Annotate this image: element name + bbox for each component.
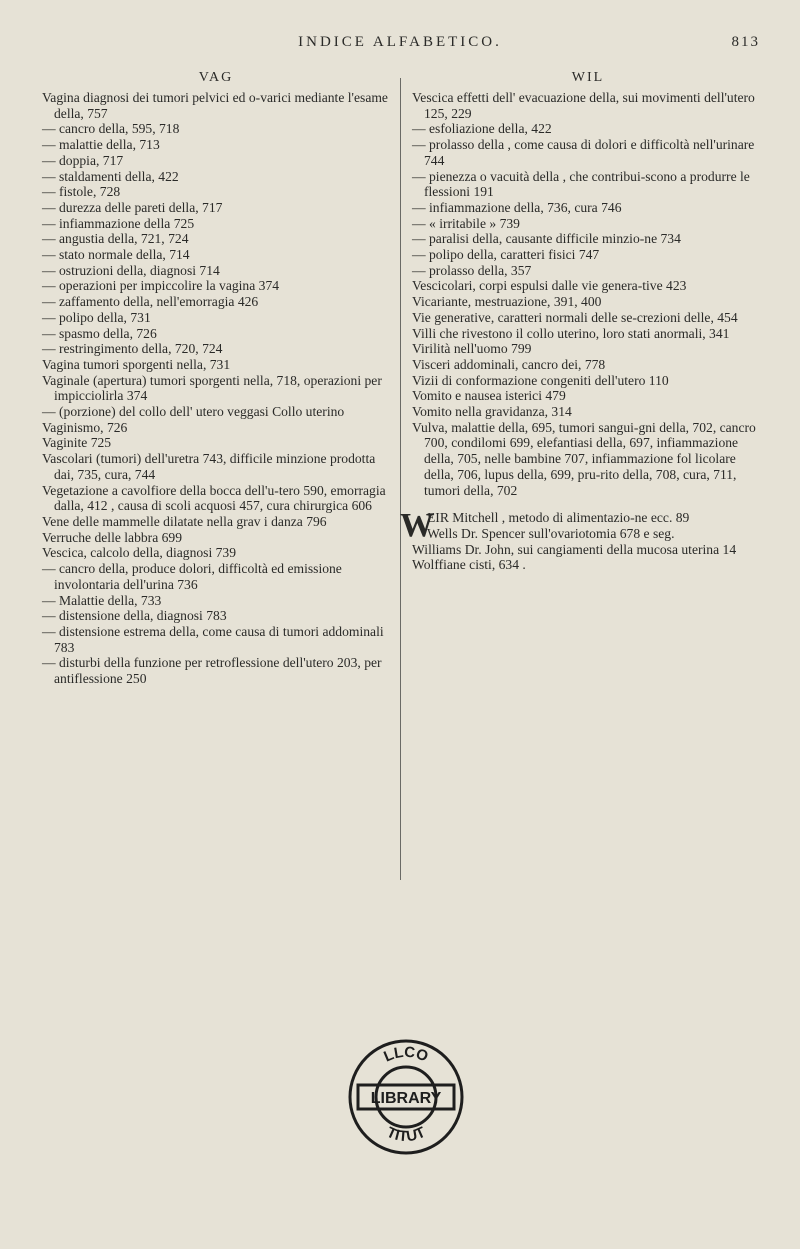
- left-entries: [42, 90, 390, 687]
- page-number: 813: [731, 34, 760, 50]
- right-column: [400, 70, 764, 573]
- index-entry: Visceri addominali, cancro dei, 778: [412, 356, 606, 372]
- index-entry: — distensione estrema della, come causa di tumori addominali 783: [42, 623, 384, 655]
- w-first-entry: EIR Mitchell , metodo di alimentazio-ne ecc. 89: [427, 510, 690, 526]
- index-entry: — angustia della, 721, 724: [42, 231, 189, 247]
- index-entry: Villi che rivestono il collo uterino, loro stati anormali, 341: [412, 325, 730, 341]
- index-entry: — esfoliazione della, 422: [412, 121, 552, 137]
- index-entry: Verruche delle labbra 699: [42, 529, 183, 545]
- right-entries: [412, 90, 764, 498]
- index-entry: — polipo della, caratteri fisici 747: [412, 247, 600, 263]
- index-entry: — doppia, 717: [42, 152, 124, 168]
- index-entry: Vagina diagnosi dei tumori pelvici ed o-varici mediante l'esame della, 757: [42, 90, 388, 121]
- left-column: [42, 70, 390, 687]
- index-entry: — operazioni per impiccolire la vagina 374: [42, 278, 280, 294]
- index-entry: — spasmo della, 726: [42, 325, 157, 341]
- w-entries: [412, 526, 764, 573]
- index-entry: Vescicolari, corpi espulsi dalle vie genera-tive 423: [412, 278, 687, 294]
- index-entry: Vescica effetti dell' evacuazione della, sui movimenti dell'utero 125, 229: [412, 90, 755, 121]
- index-entry: Vascolari (tumori) dell'uretra 743, difficile minzione prodotta dai, 735, cura, 744: [42, 451, 376, 482]
- index-entry: — pienezza o vacuità della , che contribui-scono a produrre le flessioni 191: [412, 168, 750, 200]
- right-guide-word: WIL: [571, 70, 605, 85]
- index-entry: Vegetazione a cavolfiore della bocca dell'u-tero 590, emorragia dalla, 412 , causa di scoli acquosi 457, cura chirurgica 606: [42, 482, 386, 514]
- index-entry: Williams Dr. John, sui cangiamenti della mucosa uterina 14: [412, 541, 737, 557]
- index-entry: — Malattie della, 733: [42, 592, 162, 608]
- page-header: [0, 30, 800, 60]
- index-entry: — cancro della, produce dolori, difficoltà ed emissione involontaria dell'urina 736: [42, 561, 342, 592]
- stamp-top-text: LLCO: [381, 1043, 431, 1066]
- index-entry: — paralisi della, causante difficile minzio-ne 734: [412, 231, 681, 247]
- index-entry: Vaginite 725: [42, 435, 112, 451]
- index-entry: Wells Dr. Spencer sull'ovariotomia 678 e seg.: [427, 525, 675, 541]
- index-entry: — polipo della, 731: [42, 309, 151, 325]
- index-entry: Virilità nell'uomo 799: [412, 341, 532, 357]
- index-entry: — malattie della, 713: [42, 137, 160, 153]
- index-entry: — distensione della, diagnosi 783: [42, 608, 227, 624]
- w-section: [400, 507, 764, 573]
- index-entry: Vie generative, caratteri normali delle se-crezioni delle, 454: [412, 309, 738, 325]
- index-entry: — fistole, 728: [42, 184, 121, 200]
- index-entry: Vomito e nausea isterici 479: [412, 388, 566, 404]
- index-entry: — prolasso della , come causa di dolori e difficoltà nell'urinare 744: [412, 137, 755, 168]
- index-entry: Vulva, malattie della, 695, tumori sangui-gni della, 702, cancro 700, condilomi 699, elefantiasi della, 697, infiammazione della, 705, nelle bambine 707, infiammazione fol licolare della, 706, lupus della, 699, pru-rito della, 708, cura, 711, tumori della, 702: [412, 419, 756, 498]
- index-entry: — prolasso della, 357: [412, 262, 532, 278]
- stamp-center-text: LIBRARY: [370, 1090, 442, 1107]
- running-title: INDICE ALFABETICO.: [298, 34, 502, 50]
- index-entry: — infiammazione della 725: [42, 215, 195, 231]
- index-entry: — infiammazione della, 736, cura 746: [412, 199, 622, 215]
- index-entry: Vizii di conformazione congeniti dell'utero 110: [412, 372, 669, 388]
- index-entry: Wolffiane cisti, 634 .: [412, 557, 526, 573]
- index-entry: — (porzione) del collo dell' utero veggasi Collo uterino: [42, 404, 345, 420]
- column-divider: [400, 78, 401, 880]
- index-entry: Vescica, calcolo della, diagnosi 739: [42, 545, 237, 561]
- index-entry: — ostruzioni della, diagnosi 714: [42, 262, 220, 278]
- index-entry: Vene delle mammelle dilatate nella grav i danza 796: [42, 513, 327, 529]
- index-entry: — durezza delle pareti della, 717: [42, 199, 223, 215]
- index-entry: — disturbi della funzione per retroflessione dell'utero 203, per antiflessione 250: [42, 655, 382, 687]
- index-entry: Vicariante, mestruazione, 391, 400: [412, 294, 602, 310]
- index-entry: — zaffamento della, nell'emorragia 426: [42, 294, 259, 310]
- index-entry: — stato normale della, 714: [42, 247, 190, 263]
- index-entry: — cancro della, 595, 718: [42, 121, 180, 137]
- index-entry: Vaginismo, 726: [42, 419, 128, 435]
- stamp-bottom-text: TITUT: [383, 1123, 429, 1146]
- index-entry: — staldamenti della, 422: [42, 168, 179, 184]
- index-entry: — « irritabile » 739: [412, 215, 520, 231]
- library-stamp: [344, 1035, 468, 1159]
- left-guide-word: VAG: [198, 70, 234, 85]
- dropcap-letter: W: [400, 507, 434, 545]
- index-entry: — restringimento della, 720, 724: [42, 341, 223, 357]
- index-entry: Vagina tumori sporgenti nella, 731: [42, 356, 231, 372]
- index-entry: Vomito nella gravidanza, 314: [412, 404, 572, 420]
- index-entry: Vaginale (apertura) tumori sporgenti nella, 718, operazioni per impicciolirla 374: [42, 372, 382, 404]
